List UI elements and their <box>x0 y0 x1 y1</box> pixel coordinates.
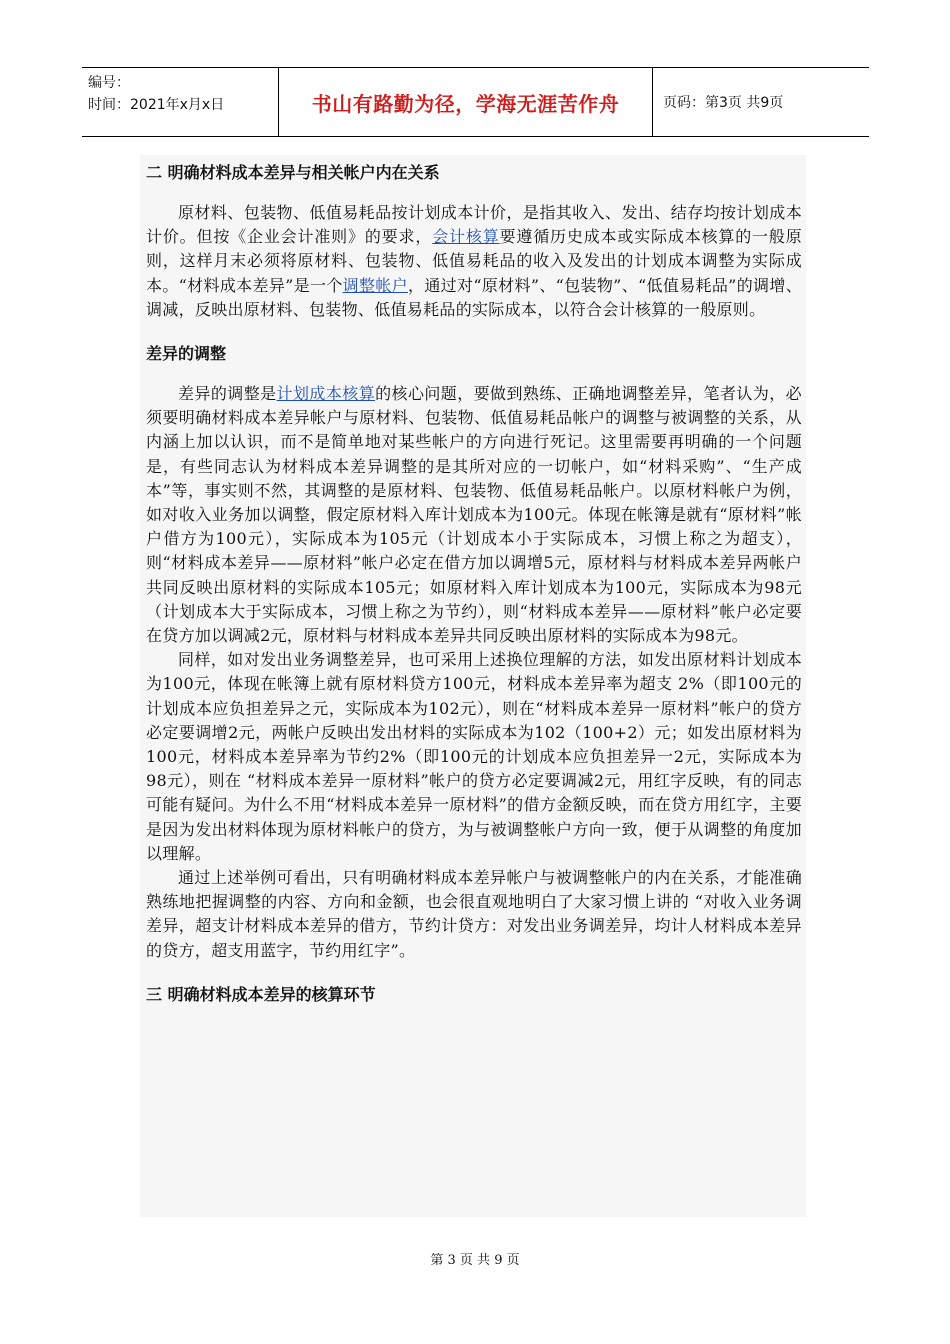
text-span: 差异的调整是 <box>178 384 277 404</box>
text-span: 要遵循历史成本或实际成本核算的一般原则，这样月末必须将原材料、包装物、低值易耗品的收入及发出的计划成本调整为实际成本。“材料成本差异”是一个 <box>146 227 803 295</box>
adjustment-paragraph-3: 通过上述举例可看出，只有明确材料成本差异帐户与被调整帐户的内在关系，才能准确熟练地把握调整的内容、方向和金额，也会很直观地明白了大家习惯上讲的 “对收入业务调差异，超支计材料成本差异的借方，节约计贷方：对发出业务调差异，均计人材料成本差异的贷方，超支用蓝字，节约用红字”。 <box>146 868 802 960</box>
document-body <box>140 155 806 1217</box>
page-footer: 第 3 页 共 9 页 <box>430 1253 520 1268</box>
document-time-label: 时间：2021年x月x日 <box>88 97 225 113</box>
adjustment-account-link[interactable]: 调整帐户 <box>342 275 408 295</box>
section-heading-3: 三 明确材料成本差异的核算环节 <box>146 984 376 1004</box>
header-meta <box>82 68 279 136</box>
text-span: 的核心问题，要做到熟练、正确地调整差异，笔者认为，必须要明确材料成本差异帐户与原材料、包装物、低值易耗品帐户的调整与被调整的关系，从内涵上加以认识，而不是简单地对某些帐户的方向进行死记。这里需要再明确的一个问题是，有些同志认为材料成本差异调整的是其所对应的一切帐户，如“材料采购”、“生产成本”等，事实则不然，其调整的是原材料、包装物、低值易耗品帐户。以原材料帐户为例，如对收入业务加以调整，假定原材料入库计划成本为100元。体现在帐簿是就有“原材料”帐户借方为100元），实际成本为105元（计划成本小于实际成本，习惯上称之为超支），则“材料成本差异——原材料”帐户必定在借方加以调增5元，原材料与材料成本差异两帐户共同反映出原材料的实际成本105元；如原材料入库计划成本为100元，实际成本为98元（计划成本大于实际成本，习惯上称之为节约），则“材料成本差异——原材料”帐户必定要在贷方加以调减2元，原材料与材料成本差异共同反映出原材料的实际成本为98元。 <box>146 384 802 646</box>
document-header <box>82 67 869 137</box>
section-heading-2: 二 明确材料成本差异与相关帐户内在关系 <box>146 163 440 182</box>
section-heading-adjustment: 差异的调整 <box>146 344 227 364</box>
adjustment-paragraph-1 <box>146 382 802 648</box>
adjustment-paragraph-2: 同样，如对发出业务调整差异，也可采用上述换位理解的方法，如发出原材料计划成本为100元，体现在帐簿上就有原材料贷方100元，材料成本差异率为超支 2%（即100元的计划成本应负担差异之元，实际成本为102元），则在“材料成本差异一原材料”帐户的贷方必定要调增2元，两帐户反映出发出材料的实际成本为102（100+2）元；如发出原材料为100元，材料成本差异率为节约2%（即100元的计划成本应负担差异一2元，实际成本为98元），则在 “材料成本差异一原材料”帐户的贷方必定要调减2元，用红字反映，有的同志可能有疑问。为什么不用“材料成本差异一原材料”的借方金额反映，而在贷方用红字，主要是因为发出材料体现为原材料帐户的贷方，为与被调整帐户方向一致，便于从调整的角度加以理解。 <box>146 650 802 863</box>
text-span: 原材料、包装物、低值易耗品按计划成本计价，是指其收入、发出、结存均按计划成本计价。但按《企业会计准则》的要求， <box>146 203 802 247</box>
section-2-paragraph <box>146 201 802 322</box>
accounting-link[interactable]: 会计核算 <box>432 227 500 247</box>
text-span: ，通过对“原材料”、“包装物”、“低值易耗品”的调增、调减，反映出原材料、包装物、低值易耗品的实际成本，以符合会计核算的一般原则。 <box>146 275 802 319</box>
plan-cost-accounting-link[interactable]: 计划成本核算 <box>276 384 376 404</box>
document-number-label: 编号： <box>88 75 130 91</box>
header-motto: 书山有路勤为径，学海无涯苦作舟 <box>279 68 653 136</box>
header-page-number: 页码：第3页 共9页 <box>663 95 784 111</box>
